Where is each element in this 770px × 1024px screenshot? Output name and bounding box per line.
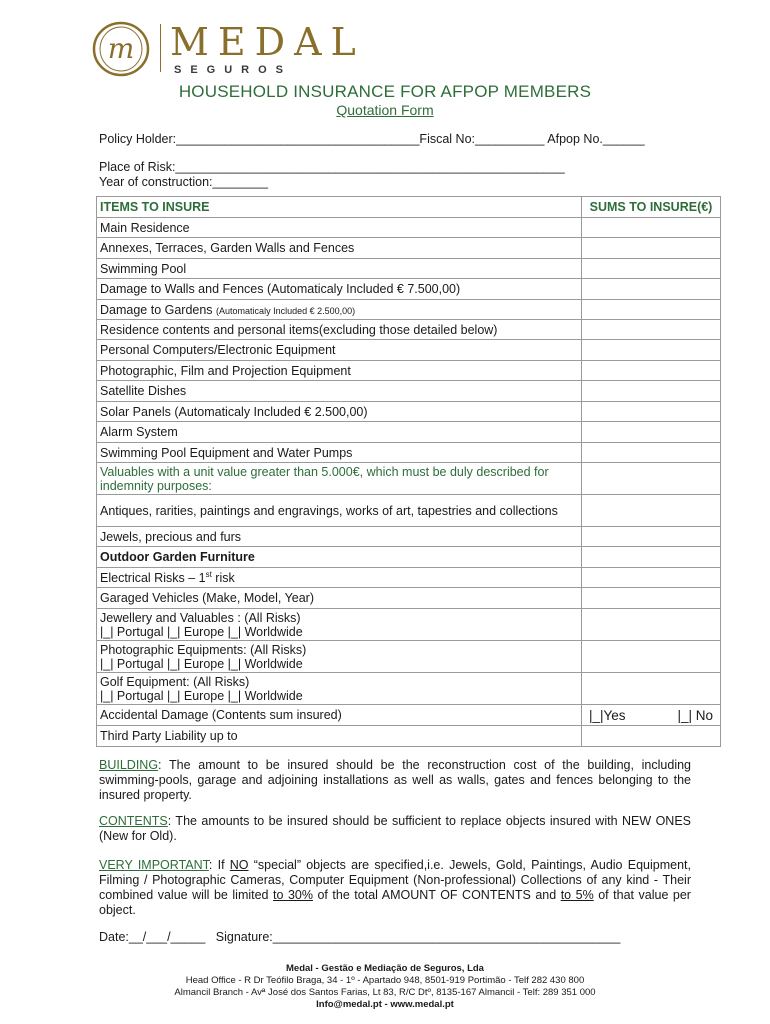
row-label-tail: risk (211, 570, 235, 585)
footer-branch: Almancil Branch - Avª José dos Santos Farias, Lt 83, R/C Dtº, 8135-167 Almancil - Telf: 289 351 000 (174, 987, 596, 998)
emblem-letter: m (107, 32, 135, 65)
sum-input-cell[interactable] (582, 641, 721, 673)
valuables-note: Valuables with a unit value greater than 5.000€, which must be duly described for indemnity purposes: (97, 463, 582, 495)
important-30: to 30% (273, 888, 313, 902)
coverage-options[interactable]: |_| Portugal |_| Europe |_| Worldwide (100, 688, 303, 703)
sum-input-cell[interactable] (582, 609, 721, 641)
table-row (97, 568, 721, 588)
contents-label: CONTENTS (99, 814, 168, 828)
table-row (97, 381, 721, 402)
items-table (96, 196, 721, 747)
table-row (97, 609, 721, 641)
date-signature-line[interactable]: Date:__/___/_____ Signature:__________________________________________________ (99, 930, 621, 944)
sum-input-cell[interactable] (582, 726, 721, 747)
row-label (97, 568, 582, 588)
table-row (97, 495, 721, 527)
sum-input-cell[interactable] (582, 340, 721, 361)
table-row (97, 340, 721, 361)
accidental-damage-choice (582, 705, 721, 726)
contents-note (99, 814, 691, 844)
important-text-d: of that value per object. (99, 888, 691, 917)
table-row (97, 588, 721, 609)
row-label: Photographic, Film and Projection Equipment (97, 361, 582, 381)
sum-input-cell[interactable] (582, 238, 721, 259)
building-label: BUILDING (99, 758, 159, 772)
table-row (97, 300, 721, 320)
table-row (97, 443, 721, 463)
important-no: NO (229, 858, 249, 872)
sum-input-cell[interactable] (582, 422, 721, 443)
row-label-line1: Photographic Equipments: (All Risks) (100, 642, 307, 657)
sum-input-cell[interactable] (582, 300, 721, 320)
row-label: Satellite Dishes (97, 381, 582, 402)
row-label: Swimming Pool Equipment and Water Pumps (97, 443, 582, 463)
contents-text: : The amounts to be insured should be sufficient to replace objects insured with NEW ONES (New for Old). (99, 814, 691, 843)
row-label: Garaged Vehicles (Make, Model, Year) (97, 588, 582, 609)
sum-input-cell[interactable] (582, 320, 721, 340)
row-label: Accidental Damage (Contents sum insured) (97, 705, 582, 726)
sum-input-cell[interactable] (582, 443, 721, 463)
header-sums-to-insure: SUMS TO INSURE(€) (582, 197, 721, 218)
sum-input-cell[interactable] (582, 588, 721, 609)
row-label: Main Residence (97, 218, 582, 238)
important-text-a: : If (208, 858, 230, 872)
building-note (99, 758, 691, 803)
important-5: to 5% (560, 888, 594, 902)
table-row (97, 705, 721, 726)
table-row (97, 279, 721, 300)
row-label-note: (Automaticaly Included € 2.500,00) (216, 305, 356, 316)
important-label: VERY IMPORTANT (99, 858, 209, 872)
row-label: Residence contents and personal items(excluding those detailed below) (97, 320, 582, 340)
row-label: Solar Panels (Automaticaly Included € 2.500,00) (97, 402, 582, 422)
page-subtitle: Quotation Form (336, 102, 434, 118)
sum-input-cell[interactable] (582, 527, 721, 547)
medal-logo (90, 18, 370, 80)
row-label-main: Electrical Risks – 1 (100, 570, 206, 585)
sum-input-cell[interactable] (582, 673, 721, 705)
table-row (97, 527, 721, 547)
table-row (97, 259, 721, 279)
row-label: Antiques, rarities, paintings and engravings, works of art, tapestries and collections (97, 495, 582, 527)
row-label: Outdoor Garden Furniture (97, 547, 582, 568)
sum-input-cell[interactable] (582, 218, 721, 238)
row-label: Alarm System (97, 422, 582, 443)
important-text-b: “special” objects are specified,i.e. Jewels, Gold, Paintings, Audio Equipment, Filming / Photographic Cameras, Computer Equipment (Non-professional) Collections of any kind - Their combined value will be limited (99, 858, 691, 902)
yes-checkbox[interactable]: |_|Yes (589, 707, 626, 723)
sum-input-cell[interactable] (582, 547, 721, 568)
medal-emblem-icon (90, 20, 152, 78)
row-label (97, 673, 582, 705)
footer (0, 963, 770, 1011)
policy-holder-line[interactable]: Policy Holder:___________________________________Fiscal No:__________ Afpop No.______ (99, 132, 645, 146)
table-row (97, 361, 721, 381)
logo-divider (160, 24, 161, 72)
coverage-options[interactable]: |_| Portugal |_| Europe |_| Worldwide (100, 656, 303, 671)
table-row (97, 218, 721, 238)
row-label-line1: Golf Equipment: (All Risks) (100, 674, 250, 689)
sum-input-cell[interactable] (582, 259, 721, 279)
row-label (97, 641, 582, 673)
row-label: Swimming Pool (97, 259, 582, 279)
sum-input-cell[interactable] (582, 279, 721, 300)
table-header-row (97, 197, 721, 218)
footer-company: Medal - Gestão e Mediação de Seguros, Lda (286, 963, 484, 974)
table-row (97, 641, 721, 673)
row-label: Personal Computers/Electronic Equipment (97, 340, 582, 361)
place-of-risk-line[interactable]: Place of Risk:________________________________________________________ (99, 160, 565, 174)
table-row (97, 726, 721, 747)
page-title: HOUSEHOLD INSURANCE FOR AFPOP MEMBERS (178, 82, 592, 101)
important-text-c: of the total AMOUNT OF CONTENTS and (312, 888, 561, 902)
table-row (97, 422, 721, 443)
row-label: Jewels, precious and furs (97, 527, 582, 547)
table-row (97, 463, 721, 495)
row-label: Damage to Walls and Fences (Automaticaly Included € 7.500,00) (97, 279, 582, 300)
row-label (97, 300, 582, 320)
row-label-main: Damage to Gardens (100, 302, 217, 317)
table-row (97, 320, 721, 340)
sum-input-cell[interactable] (582, 495, 721, 527)
footer-contact[interactable]: Info@medal.pt - www.medal.pt (316, 999, 454, 1010)
row-label-sup: st (205, 569, 212, 579)
row-label-line1: Jewellery and Valuables : (All Risks) (100, 610, 301, 625)
table-row (97, 547, 721, 568)
table-row (97, 673, 721, 705)
table-row (97, 402, 721, 422)
building-text: : The amount to be insured should be the reconstruction cost of the building, including swimming-pools, garage and adjoining installations as well as walls, gates and fences belonging to the insured property. (99, 758, 691, 802)
sum-input-cell[interactable] (582, 381, 721, 402)
row-label: Third Party Liability up to (97, 726, 582, 747)
sum-input-cell[interactable] (582, 568, 721, 588)
sum-input-cell[interactable] (582, 463, 721, 495)
header-items-to-insure: ITEMS TO INSURE (97, 197, 582, 218)
row-label: Annexes, Terraces, Garden Walls and Fences (97, 238, 582, 259)
very-important-note (99, 858, 691, 918)
sum-input-cell[interactable] (582, 361, 721, 381)
row-label (97, 609, 582, 641)
footer-head-office: Head Office - R Dr Teófilo Braga, 34 - 1º - Apartado 948, 8501-919 Portimão - Telf 282 430 800 (185, 975, 585, 986)
logo-wordmark: MEDAL (170, 20, 365, 64)
table-row (97, 238, 721, 259)
logo-subtitle: SEGUROS (174, 64, 293, 76)
sum-input-cell[interactable] (582, 402, 721, 422)
no-checkbox[interactable]: |_| No (677, 707, 713, 723)
year-of-construction-line[interactable]: Year of construction:________ (99, 175, 269, 189)
coverage-options[interactable]: |_| Portugal |_| Europe |_| Worldwide (100, 624, 303, 639)
